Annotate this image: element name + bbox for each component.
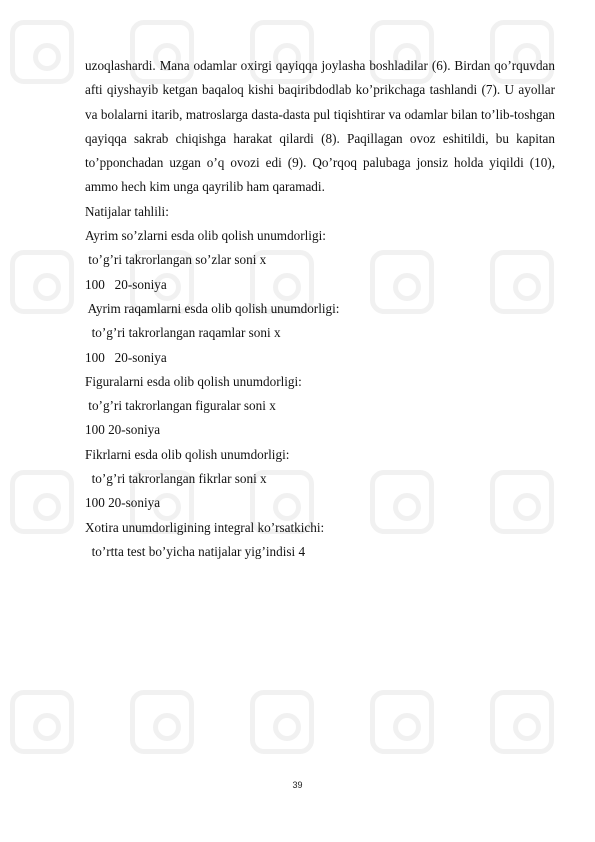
watermark-icon (10, 20, 74, 84)
words-formula-numerator: to’g’ri takrorlangan so’zlar soni x (85, 252, 267, 268)
words-test-heading: Ayrim so’zlarni esda olib qolish unumdorligi: (85, 228, 326, 244)
page-number: 39 (292, 780, 303, 790)
watermark-icon (10, 690, 74, 754)
ideas-formula-denominator: 100 20-soniya (85, 495, 161, 511)
numbers-formula-numerator: to’g’ri takrorlangan raqamlar soni x (85, 325, 281, 341)
watermark-icon (130, 690, 194, 754)
numbers-test-heading: Ayrim raqamlarni esda olib qolish unumdorligi: (85, 300, 340, 316)
integral-formula: to’rtta test bo’yicha natijalar yig’indisi 4 (85, 543, 306, 559)
ideas-test-heading: Fikrlarni esda olib qolish unumdorligi: (85, 446, 290, 462)
figures-formula-denominator: 100 20-soniya (85, 422, 161, 438)
watermark-icon (10, 250, 74, 314)
watermark-icon (370, 690, 434, 754)
integral-index-heading: Xotira unumdorligining integral ko’rsatkichi: (85, 519, 325, 535)
watermark-icon (490, 690, 554, 754)
numbers-formula-denominator: 100 20-soniya (85, 349, 167, 365)
words-formula-denominator: 100 20-soniya (85, 276, 167, 292)
document-body (85, 54, 555, 564)
story-paragraph: uzoqlashardi. Mana odamlar oxirgi qayiqqa joylasha boshladilar (6). Birdan qo’rquvdan afti qiyshayib ketgan baqaloq kishi baqiribdodlab ko’prikchaga tashlandi (7). U ayollar va bolalarni itarib, matroslarga dasta-dasta pul tiqishtirar va odamlar bilan to’lib-toshgan qayiqqa sakrab chiqishga harakat qilardi (8). Paqillagan ovoz eshitildi, bu kapitan to’pponchadan uzgan o’q ovozi edi (9). Qo’rqoq palubaga jonsiz holda yiqildi (10), ammo hech kim unga qayrilib ham qaramadi. (85, 58, 555, 195)
figures-test-heading: Figuralarni esda olib qolish unumdorligi: (85, 373, 302, 389)
watermark-icon (250, 690, 314, 754)
ideas-formula-numerator: to’g’ri takrorlangan fikrlar soni x (85, 471, 267, 487)
results-heading: Natijalar tahlili: (85, 203, 169, 219)
watermark-icon (10, 470, 74, 534)
figures-formula-numerator: to’g’ri takrorlangan figuralar soni x (85, 398, 276, 414)
